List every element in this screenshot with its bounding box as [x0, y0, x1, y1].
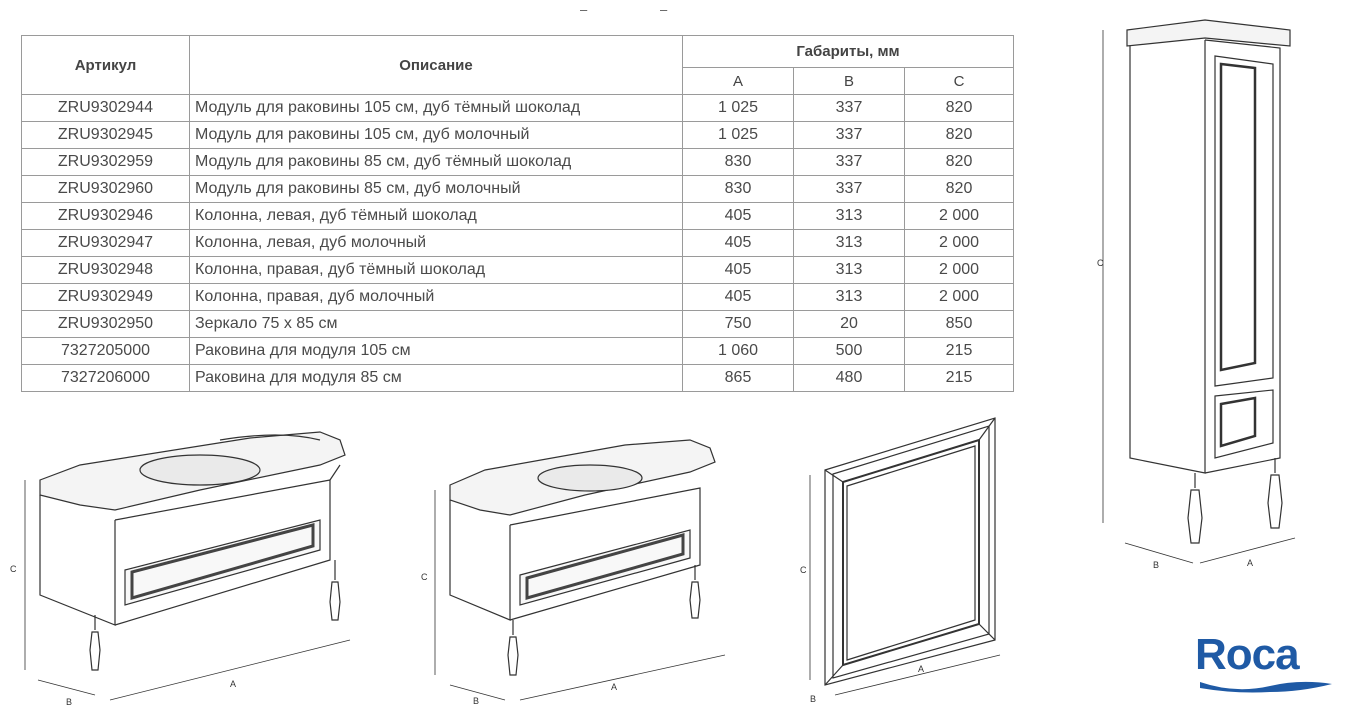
- cabinet-large-dim-a: A: [230, 679, 237, 689]
- header-article: Артикул: [22, 36, 190, 95]
- mirror-dim-b: B: [810, 694, 817, 704]
- cabinet-small-dim-c: C: [421, 572, 428, 582]
- row-dim-a: 830: [683, 176, 794, 203]
- table-row: [22, 338, 1014, 365]
- row-article: ZRU9302960: [22, 176, 190, 203]
- dimensions-table: [21, 35, 1014, 392]
- row-dim-b: 337: [794, 176, 905, 203]
- top-mark-left: –: [580, 2, 588, 17]
- row-dim-a: 405: [683, 230, 794, 257]
- row-article: ZRU9302945: [22, 122, 190, 149]
- row-article: ZRU9302959: [22, 149, 190, 176]
- header-description: Описание: [190, 36, 683, 95]
- row-dim-a: 405: [683, 284, 794, 311]
- row-dim-b: 337: [794, 95, 905, 122]
- row-dim-b: 20: [794, 311, 905, 338]
- row-article: 7327205000: [22, 338, 190, 365]
- row-dim-a: 830: [683, 149, 794, 176]
- top-mark-right: –: [660, 2, 668, 17]
- header-dimensions: Габариты, мм: [683, 36, 1014, 68]
- mirror-drawing: [795, 410, 1005, 710]
- row-dim-a: 750: [683, 311, 794, 338]
- row-article: ZRU9302948: [22, 257, 190, 284]
- table-row: [22, 257, 1014, 284]
- table-row: [22, 149, 1014, 176]
- column-dim-a: A: [1247, 558, 1254, 568]
- row-dim-b: 337: [794, 122, 905, 149]
- row-article: ZRU9302947: [22, 230, 190, 257]
- table-row: [22, 230, 1014, 257]
- column-drawing: [1095, 18, 1305, 578]
- row-dim-a: 1 060: [683, 338, 794, 365]
- row-article: 7327206000: [22, 365, 190, 392]
- row-article: ZRU9302949: [22, 284, 190, 311]
- table-row: [22, 311, 1014, 338]
- table-row: [22, 176, 1014, 203]
- table-row: [22, 95, 1014, 122]
- row-dim-c: 2 000: [905, 284, 1014, 311]
- row-description: Раковина для модуля 105 см: [190, 338, 683, 365]
- column-dim-b: B: [1153, 560, 1160, 570]
- row-dim-c: 820: [905, 122, 1014, 149]
- row-dim-a: 405: [683, 257, 794, 284]
- row-dim-c: 820: [905, 149, 1014, 176]
- roca-logo: Roca: [1195, 630, 1299, 679]
- row-dim-c: 850: [905, 311, 1014, 338]
- row-dim-b: 313: [794, 284, 905, 311]
- row-dim-b: 313: [794, 257, 905, 284]
- row-dim-b: 500: [794, 338, 905, 365]
- row-description: Колонна, левая, дуб тёмный шоколад: [190, 203, 683, 230]
- cabinet-small-drawing: [421, 430, 730, 710]
- row-dim-a: 865: [683, 365, 794, 392]
- cabinet-small-dim-b: B: [473, 696, 480, 706]
- row-dim-b: 480: [794, 365, 905, 392]
- row-description: Раковина для модуля 85 см: [190, 365, 683, 392]
- row-description: Модуль для раковины 105 см, дуб молочный: [190, 122, 683, 149]
- row-dim-b: 313: [794, 203, 905, 230]
- row-dim-c: 820: [905, 176, 1014, 203]
- row-description: Колонна, левая, дуб молочный: [190, 230, 683, 257]
- row-dim-c: 215: [905, 365, 1014, 392]
- mirror-dim-a: A: [918, 664, 925, 674]
- row-dim-c: 2 000: [905, 203, 1014, 230]
- header-c: C: [905, 68, 1014, 95]
- row-dim-c: 2 000: [905, 257, 1014, 284]
- row-description: Колонна, правая, дуб молочный: [190, 284, 683, 311]
- row-dim-c: 2 000: [905, 230, 1014, 257]
- row-article: ZRU9302944: [22, 95, 190, 122]
- row-description: Колонна, правая, дуб тёмный шоколад: [190, 257, 683, 284]
- cabinet-large-dim-b: B: [66, 697, 73, 707]
- row-description: Модуль для раковины 85 см, дуб тёмный шоколад: [190, 149, 683, 176]
- table-row: [22, 122, 1014, 149]
- mirror-dim-c: C: [800, 565, 807, 575]
- header-a: A: [683, 68, 794, 95]
- row-dim-c: 820: [905, 95, 1014, 122]
- row-dim-b: 313: [794, 230, 905, 257]
- row-dim-b: 337: [794, 149, 905, 176]
- table-row: [22, 284, 1014, 311]
- header-b: B: [794, 68, 905, 95]
- row-dim-c: 215: [905, 338, 1014, 365]
- table-row: [22, 203, 1014, 230]
- row-article: ZRU9302946: [22, 203, 190, 230]
- row-dim-a: 1 025: [683, 122, 794, 149]
- cabinet-small-dim-a: A: [611, 682, 618, 692]
- row-description: Зеркало 75 x 85 см: [190, 311, 683, 338]
- row-dim-a: 1 025: [683, 95, 794, 122]
- row-dim-a: 405: [683, 203, 794, 230]
- row-article: ZRU9302950: [22, 311, 190, 338]
- cabinet-large-drawing: [10, 410, 365, 710]
- cabinet-large-dim-c: C: [10, 564, 17, 574]
- row-description: Модуль для раковины 105 см, дуб тёмный шоколад: [190, 95, 683, 122]
- roca-logo-wave: [1200, 676, 1335, 696]
- row-description: Модуль для раковины 85 см, дуб молочный: [190, 176, 683, 203]
- table-row: [22, 365, 1014, 392]
- column-dim-c: C: [1097, 258, 1104, 268]
